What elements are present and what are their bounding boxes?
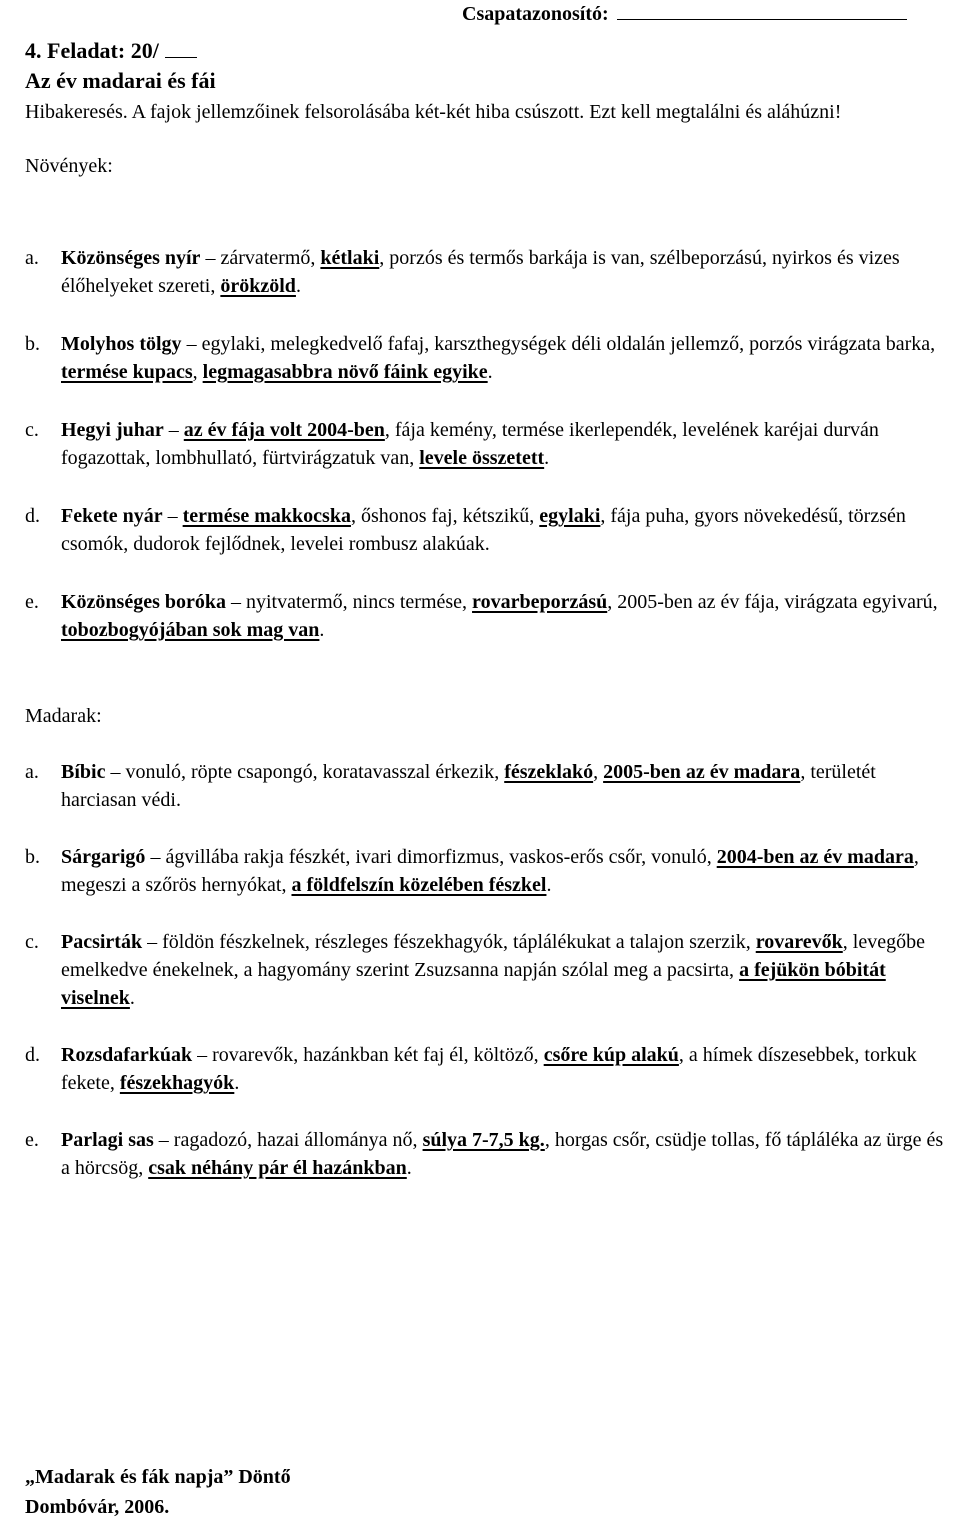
item-text: , területét harciasan védi. — [61, 761, 876, 811]
task-header — [25, 36, 945, 180]
error-underline[interactable]: csőre kúp alakú — [543, 1044, 679, 1066]
species-name: Pacsirták — [61, 931, 143, 953]
item-letter: b. — [25, 846, 40, 868]
item-letter: d. — [25, 505, 40, 527]
plant-item-d — [25, 502, 950, 558]
footer-event: „Madarak és fák napja” Döntő — [25, 1466, 291, 1488]
item-text: . — [234, 1072, 240, 1094]
item-text: . — [319, 619, 325, 641]
item-text: . — [544, 447, 550, 469]
item-text: . — [295, 275, 301, 297]
item-text: . — [546, 874, 552, 896]
item-letter: c. — [25, 931, 39, 953]
item-text: – zárvatermő, — [200, 247, 321, 269]
plant-item-c — [25, 416, 950, 472]
error-underline[interactable]: az év fája volt 2004-ben — [183, 419, 385, 441]
error-underline[interactable]: fészekhagyók — [119, 1072, 235, 1094]
item-text: , levegőbe emelkedve énekelnek, a hagyomány szerint Zsuzsanna napján szólal meg a pacsirta, — [61, 931, 925, 981]
plants-heading: Növények: — [25, 155, 113, 177]
bird-item-d — [25, 1041, 950, 1097]
error-underline[interactable]: rovarbeporzású — [472, 591, 608, 613]
error-underline[interactable]: a fejükön bóbitát viselnek — [61, 959, 886, 1009]
item-text: , őshonos faj, kétszikű, — [350, 505, 540, 527]
error-underline[interactable]: kétlaki — [320, 247, 380, 269]
error-underline[interactable]: egylaki — [539, 505, 601, 527]
footer-place-date: Dombóvár, 2006. — [25, 1496, 170, 1518]
task-title — [25, 36, 945, 66]
item-text: – — [163, 419, 184, 441]
species-name: Közönséges nyír — [61, 247, 201, 269]
species-name: Molyhos tölgy — [61, 333, 182, 355]
item-text: – vonuló, röpte csapongó, koratavasszal érkezik, — [105, 761, 505, 783]
error-underline[interactable]: termése makkocska — [182, 505, 351, 527]
error-underline[interactable]: tobozbogyójában sok mag van — [61, 619, 320, 641]
item-text: , fája kemény, termése ikerlependék, levelének karéjai durván fogazottak, lombhullató, fürtvirágzatuk van, — [61, 419, 879, 469]
species-name: Hegyi juhar — [61, 419, 164, 441]
error-underline[interactable]: rovarevők — [755, 931, 843, 953]
error-underline[interactable]: súlya 7-7,5 kg. — [422, 1129, 545, 1151]
error-underline[interactable]: termése kupacs — [61, 361, 193, 383]
item-text: , — [593, 761, 604, 783]
document-footer — [25, 1462, 291, 1522]
item-text: – — [162, 505, 183, 527]
team-id-field — [462, 0, 907, 28]
bird-item-c — [25, 928, 950, 1012]
bird-item-a — [25, 758, 950, 814]
item-text: – ágvillába rakja fészkét, ivari dimorfizmus, vaskos-erős csőr, vonuló, — [145, 846, 717, 868]
plant-item-a — [25, 244, 950, 300]
error-underline[interactable]: 2005-ben az év madara — [603, 761, 801, 783]
item-text: , — [192, 361, 203, 383]
item-text: – egylaki, melegkedvelő fafaj, karszthegységek déli oldalán jellemző, porzós virágzata barka, — [181, 333, 936, 355]
item-text: , megeszi a szőrös hernyókat, — [61, 846, 919, 896]
item-letter: a. — [25, 247, 39, 269]
item-text: , porzós és termős barkája is van, szélbeporzású, nyirkos és vizes élőhelyeket szereti, — [61, 247, 900, 297]
item-letter: c. — [25, 419, 39, 441]
species-name: Sárgarigó — [61, 846, 146, 868]
item-text: . — [487, 361, 493, 383]
error-underline[interactable]: a földfelszín közelében fészkel — [291, 874, 547, 896]
item-text: – ragadozó, hazai állománya nő, — [153, 1129, 423, 1151]
item-text: – nyitvatermő, nincs termése, — [226, 591, 473, 613]
score-blank[interactable] — [165, 39, 197, 58]
birds-heading: Madarak: — [25, 705, 102, 727]
item-text: . — [406, 1157, 412, 1179]
error-underline[interactable]: 2004-ben az év madara — [716, 846, 914, 868]
item-letter: e. — [25, 1129, 39, 1151]
item-text: – rovarevők, hazánkban két faj él, költöző, — [192, 1044, 544, 1066]
species-name: Fekete nyár — [61, 505, 163, 527]
item-letter: d. — [25, 1044, 40, 1066]
item-text: – földön fészkelnek, részleges fészekhagyók, táplálékukat a talajon szerzik, — [142, 931, 756, 953]
item-text: , fája puha, gyors növekedésű, törzsén csomók, dudorok fejlődnek, levelei rombusz alakúak. — [61, 505, 906, 555]
item-letter: b. — [25, 333, 40, 355]
error-underline[interactable]: levele összetett — [419, 447, 545, 469]
task-instructions: Hibakeresés. A fajok jellemzőinek felsorolásába két-két hiba csúszott. Ezt kell megtalálni és aláhúzni! — [25, 101, 842, 123]
item-letter: e. — [25, 591, 39, 613]
bird-item-b — [25, 843, 950, 899]
plant-item-e — [25, 588, 950, 644]
error-underline[interactable]: fészeklakó — [504, 761, 594, 783]
item-text: . — [129, 987, 135, 1009]
item-letter: a. — [25, 761, 39, 783]
error-underline[interactable]: csak néhány pár él hazánkban — [148, 1157, 407, 1179]
item-text: , 2005-ben az év fája, virágzata egyivarú, — [607, 591, 938, 613]
bird-item-e — [25, 1126, 950, 1182]
team-id-blank[interactable] — [617, 1, 907, 20]
error-underline[interactable]: örökzöld — [220, 275, 296, 297]
species-name: Közönséges boróka — [61, 591, 226, 613]
item-text: , a hímek díszesebbek, torkuk fekete, — [61, 1044, 917, 1094]
task-label: 4. Feladat: 20/ — [25, 38, 159, 63]
task-subtitle: Az év madarai és fái — [25, 68, 216, 93]
team-id-label: Csapatazonosító: — [462, 3, 609, 25]
item-text: , horgas csőr, csüdje tollas, fő tápláléka az ürge és a hörcsög, — [61, 1129, 944, 1179]
species-name: Parlagi sas — [61, 1129, 154, 1151]
plant-item-b — [25, 330, 950, 386]
species-name: Rozsdafarkúak — [61, 1044, 193, 1066]
species-name: Bíbic — [61, 761, 106, 783]
error-underline[interactable]: legmagasabbra növő fáink egyike — [202, 361, 488, 383]
